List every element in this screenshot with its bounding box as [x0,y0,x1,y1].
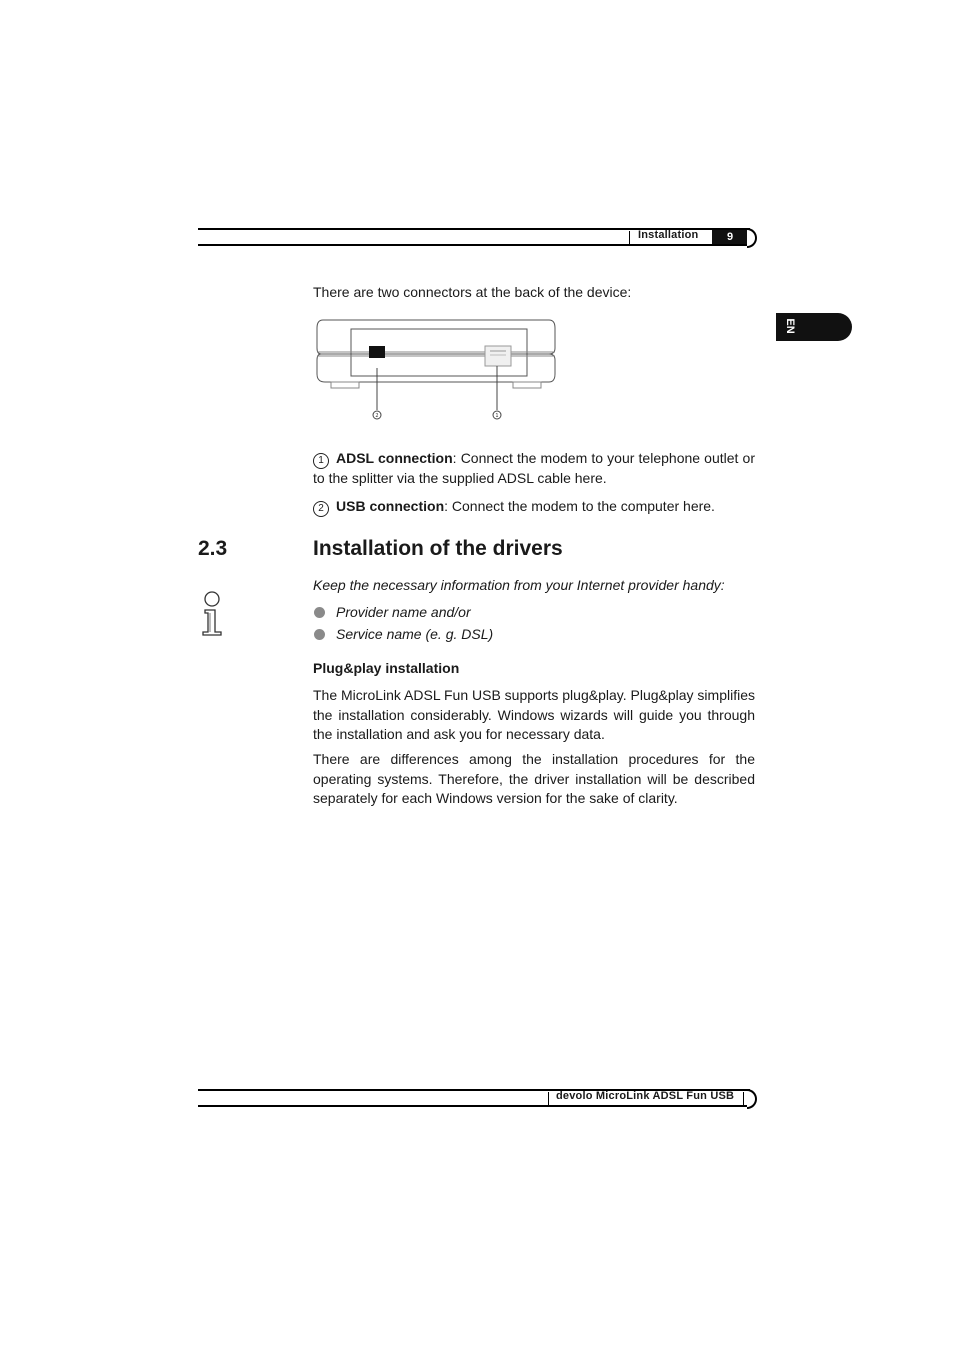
list-item [313,603,493,625]
footer-separator [548,1092,549,1105]
header-end-cap [747,228,757,248]
bullet-icon [314,607,325,618]
header-rule-bottom [198,244,750,246]
device-back-illustration [313,310,563,426]
bullet-icon [314,629,325,640]
paragraph: The MicroLink ADSL Fun USB supports plug&play. Plug&play simplifies the installation considerably. Windows wizards will guide you through the installation and ask you for necessary data. [313,687,755,742]
list-item-text: Provider name and/or [336,604,471,620]
list-item [313,625,493,647]
language-tab [776,313,852,341]
info-icon [199,590,227,636]
connector-name: USB connection [336,498,445,514]
note-list [313,603,493,647]
header-section-title: Installation [638,229,699,241]
note-lead-text: Keep the necessary information from your Internet provider handy: [313,577,725,593]
list-item-text: Service name (e. g. DSL) [336,626,494,642]
footer-rule-bottom [198,1105,750,1107]
number-badge: 2 [313,501,329,517]
subsection-title: Plug&play installation [313,660,460,676]
footer-end-cap [747,1089,757,1109]
connector-description: : Connect the modem to your telephone outlet or to the splitter via the supplied ADSL cable here. [313,450,756,486]
footer-title: devolo MicroLink ADSL Fun USB [556,1090,735,1102]
connector-item-adsl [313,449,755,488]
connector-name: ADSL connection [336,450,453,466]
intro-text: There are two connectors at the back of the device: [313,284,632,300]
connector-item-usb [313,497,755,517]
page-number: 9 [712,230,748,244]
paragraph: There are differences among the installation procedures for the operating systems. Therefore, the driver installation will be described separately for each Windows version for the sake of clarity. [313,751,755,806]
page-footer [198,1089,756,1108]
callout-2: 2 [375,413,379,419]
page-header [198,228,756,247]
language-label: EN [784,318,796,334]
footer-end-separator [743,1092,744,1105]
connector-description: : Connect the modem to the computer here. [444,498,715,514]
callout-1: 1 [495,413,499,419]
number-badge: 1 [313,453,329,469]
usb-port [369,346,385,358]
section-number: 2.3 [198,537,228,560]
header-separator [629,231,630,244]
section-title: Installation of the drivers [313,537,563,560]
